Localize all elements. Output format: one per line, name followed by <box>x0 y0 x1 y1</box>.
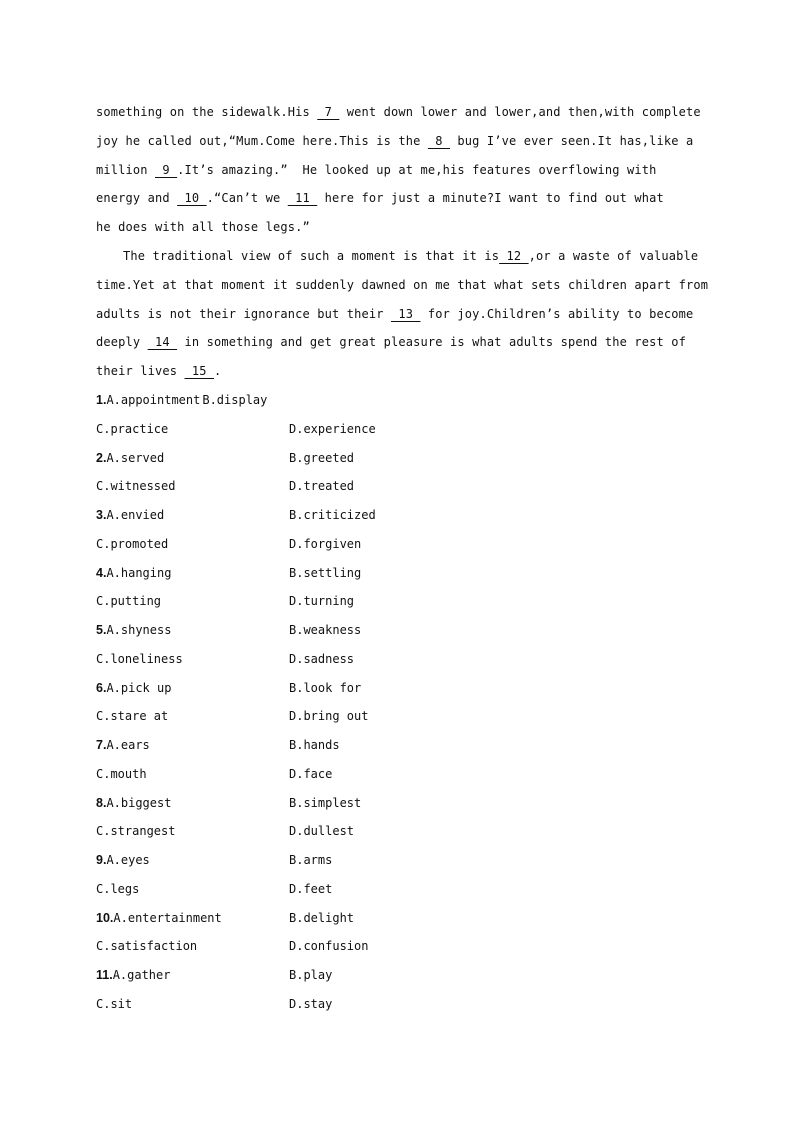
option-b: B.look for <box>289 680 362 695</box>
option-b: B.criticized <box>289 508 376 522</box>
option-d: D.experience <box>289 421 376 436</box>
option-b: B.play <box>289 968 333 982</box>
passage-line-5 <box>96 215 696 244</box>
question-11-row-ab <box>96 963 696 992</box>
question-number: 2. <box>96 450 107 465</box>
question-number: 6. <box>96 680 107 695</box>
question-9-row-ab <box>96 848 696 877</box>
passage-line-10 <box>96 359 696 388</box>
question-4-row-ab <box>96 561 696 590</box>
cloze-passage <box>96 100 709 388</box>
option-d: D.face <box>289 766 333 781</box>
passage-line-1 <box>96 100 701 129</box>
option-d: D.feet <box>289 881 333 896</box>
question-item <box>96 388 267 412</box>
option-c: C.satisfaction <box>96 939 198 954</box>
option-c: C.practice <box>96 421 169 436</box>
option-b: B.simplest <box>289 795 362 810</box>
blank-12: 12 <box>499 248 529 263</box>
question-5-row-ab <box>96 618 696 647</box>
question-4-row-cd <box>96 589 696 618</box>
question-3-row-cd <box>96 532 696 561</box>
question-number: 10. <box>96 910 114 925</box>
passage-line-4 <box>96 186 696 215</box>
question-11-row-cd <box>96 992 696 1021</box>
passage-text: . <box>214 364 222 379</box>
question-item <box>96 561 171 585</box>
option-a: A.ears <box>106 738 150 752</box>
passage-text: went down lower and lower,and then,with complete <box>339 105 701 119</box>
passage-text: The traditional view of such a moment is that it is <box>123 248 500 263</box>
blank-8: 8 <box>427 133 450 148</box>
option-b: B.hands <box>289 738 340 752</box>
question-number: 3. <box>96 508 107 522</box>
blank-14: 14 <box>147 335 178 350</box>
option-c: C.mouth <box>96 766 147 781</box>
question-9-row-cd <box>96 877 696 906</box>
option-a: A.served <box>106 450 165 465</box>
option-c: C.promoted <box>96 536 169 551</box>
passage-line-8 <box>96 302 696 331</box>
passage-text: ,or a waste of valuable <box>528 248 699 263</box>
question-item <box>96 791 171 815</box>
passage-text: adults is not their ignorance but their <box>96 306 391 321</box>
option-c: C.sit <box>96 996 133 1011</box>
question-item <box>96 446 164 470</box>
passage-text: deeply <box>96 335 148 350</box>
question-item <box>96 733 150 757</box>
question-item <box>96 676 171 700</box>
question-2-row-ab <box>96 446 696 475</box>
question-number: 8. <box>96 795 107 810</box>
option-a: A.appointment <box>106 393 201 407</box>
passage-text: joy he called out,“Mum.Come here.This is the <box>96 133 428 148</box>
question-8-row-cd <box>96 819 696 848</box>
question-item <box>96 503 164 527</box>
passage-line-2 <box>96 129 696 158</box>
question-10-row-ab <box>96 906 696 935</box>
option-c: C.stare at <box>96 709 169 724</box>
question-number: 5. <box>96 623 107 637</box>
option-a: A.eyes <box>106 853 150 867</box>
option-d: D.bring out <box>289 709 369 724</box>
question-6-row-cd <box>96 704 696 733</box>
passage-line-9 <box>96 330 696 359</box>
option-a: A.entertainment <box>113 910 222 925</box>
question-7-row-cd <box>96 762 696 791</box>
option-a: A.biggest <box>106 795 172 810</box>
question-number: 7. <box>96 738 107 752</box>
question-number: 4. <box>96 565 107 580</box>
question-6-row-ab <box>96 676 696 705</box>
option-a: A.shyness <box>106 623 172 637</box>
option-d: D.turning <box>289 594 355 609</box>
question-2-row-cd <box>96 474 696 503</box>
blank-7: 7 <box>317 105 340 119</box>
option-d: D.treated <box>289 479 355 494</box>
passage-text: he does with all those legs.” <box>96 220 310 235</box>
question-item <box>96 848 150 872</box>
blank-10: 10 <box>177 191 207 206</box>
question-item <box>96 906 222 930</box>
option-b: B.greeted <box>289 450 355 465</box>
question-1-row-cd <box>96 417 696 446</box>
question-item <box>96 963 170 987</box>
option-c: C.loneliness <box>96 651 183 666</box>
option-a: A.envied <box>106 508 165 522</box>
question-7-row-ab <box>96 733 696 762</box>
passage-text: million <box>96 162 155 177</box>
question-5-row-cd <box>96 647 696 676</box>
question-options-list <box>96 388 696 1021</box>
question-8-row-ab <box>96 791 696 820</box>
passage-text: their lives <box>96 364 185 379</box>
passage-text: for joy.Children’s ability to become <box>420 306 694 321</box>
passage-text: in something and get great pleasure is what adults spend the rest of <box>177 335 686 350</box>
option-a: A.pick up <box>106 680 172 695</box>
option-d: D.sadness <box>289 651 355 666</box>
question-number: 9. <box>96 853 107 867</box>
blank-9: 9 <box>155 162 178 177</box>
option-b: B.weakness <box>289 623 362 637</box>
question-number: 11. <box>96 968 113 982</box>
passage-text: .It’s amazing.” He looked up at me,his features overflowing with <box>177 162 657 177</box>
passage-text: .“Can’t we <box>206 191 288 206</box>
passage-line-6 <box>96 244 699 273</box>
option-b: B.arms <box>289 853 333 867</box>
option-d: D.confusion <box>289 939 369 954</box>
option-c: C.witnessed <box>96 479 176 494</box>
option-c: C.strangest <box>96 824 176 839</box>
passage-text: here for just a minute?I want to find out what <box>317 191 664 206</box>
passage-text: energy and <box>96 191 178 206</box>
option-c: C.legs <box>96 881 140 896</box>
question-number: 1. <box>96 393 107 407</box>
passage-line-3 <box>96 158 696 187</box>
option-b: B.settling <box>289 565 362 580</box>
option-b: B.display <box>202 393 268 407</box>
passage-line-7 <box>96 273 709 302</box>
question-item <box>96 618 171 642</box>
option-c: C.putting <box>96 594 162 609</box>
blank-11: 11 <box>287 191 318 206</box>
question-10-row-cd <box>96 934 696 963</box>
passage-text: bug I’ve ever seen.It has,like a <box>449 133 694 148</box>
option-d: D.forgiven <box>289 536 362 551</box>
blank-13: 13 <box>390 306 421 321</box>
option-b: B.delight <box>289 910 355 925</box>
blank-15: 15 <box>184 364 214 379</box>
option-a: A.hanging <box>106 565 172 580</box>
question-3-row-ab <box>96 503 696 532</box>
passage-text: something on the sidewalk.His <box>96 105 318 119</box>
option-d: D.dullest <box>289 824 355 839</box>
question-1-row-ab <box>96 388 696 417</box>
option-d: D.stay <box>289 996 333 1011</box>
option-a: A.gather <box>112 968 171 982</box>
passage-text: time.Yet at that moment it suddenly dawned on me that what sets children apart from <box>96 277 709 292</box>
